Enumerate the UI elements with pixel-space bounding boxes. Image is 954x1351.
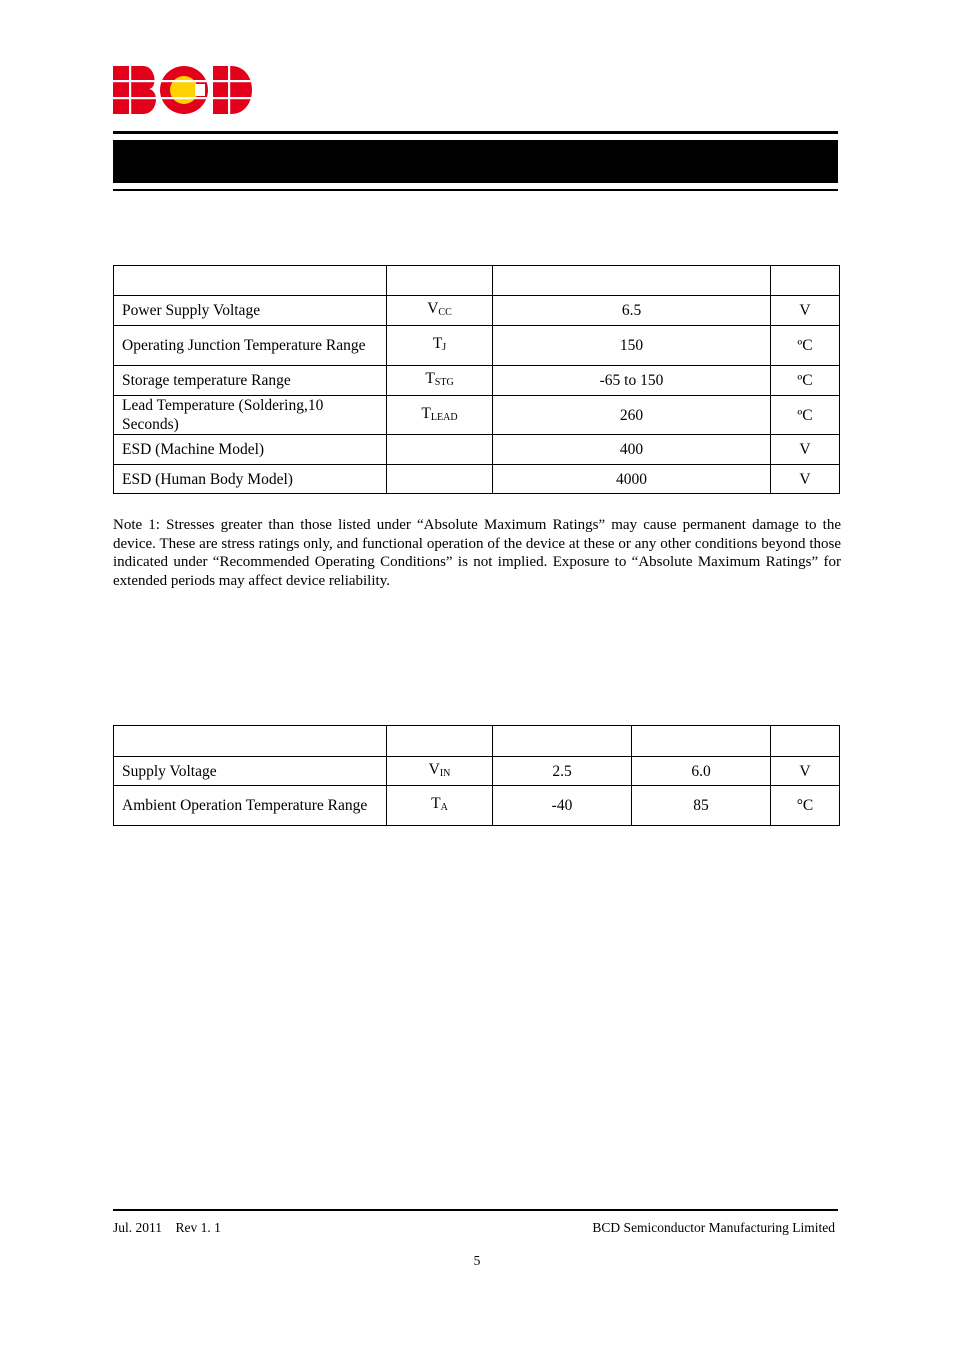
parameter-cell: Ambient Operation Temperature Range bbox=[114, 786, 387, 826]
value-cell: 4000 bbox=[493, 465, 771, 494]
symbol-cell bbox=[387, 366, 493, 396]
symbol-subscript: STG bbox=[434, 377, 454, 388]
unit-cell: V bbox=[771, 435, 840, 465]
unit-cell: V bbox=[771, 465, 840, 494]
symbol-subscript: J bbox=[442, 342, 447, 353]
unit-cell: ºC bbox=[771, 326, 840, 366]
parameter-cell: Storage temperature Range bbox=[114, 366, 387, 396]
parameter-cell: Operating Junction Temperature Range bbox=[114, 326, 387, 366]
recommended-operating-conditions-table bbox=[113, 725, 840, 826]
symbol-cell bbox=[387, 326, 493, 366]
symbol-main: T bbox=[432, 335, 443, 352]
unit-cell: ºC bbox=[771, 366, 840, 396]
max-cell: 6.0 bbox=[632, 757, 771, 786]
header-cell bbox=[493, 726, 632, 757]
table-row bbox=[114, 296, 840, 326]
stress-note: Note 1: Stresses greater than those listed under “Absolute Maximum Ratings” may cause permanent damage to the device. These are stress ratings only, and functional operation of the device at these or any other conditions beyond those indicated under “Recommended Operating Conditions” is not implied. Exposure to “Absolute Maximum Ratings” for extended periods may affect device reliability. bbox=[113, 517, 841, 589]
page-number: 5 bbox=[473, 1253, 481, 1268]
value-cell: -65 to 150 bbox=[493, 366, 771, 396]
parameter-cell: ESD (Machine Model) bbox=[114, 435, 387, 465]
min-cell: 2.5 bbox=[493, 757, 632, 786]
symbol-cell bbox=[387, 465, 493, 494]
parameter-cell: Power Supply Voltage bbox=[114, 296, 387, 326]
logo-letter-d bbox=[213, 66, 252, 114]
header-cell bbox=[114, 266, 387, 296]
header-rule-bottom bbox=[113, 189, 838, 191]
header-cell bbox=[387, 726, 493, 757]
parameter-cell: ESD (Human Body Model) bbox=[114, 465, 387, 494]
parameter-cell: Supply Voltage bbox=[114, 757, 387, 786]
header-cell bbox=[771, 266, 840, 296]
table-row bbox=[114, 757, 840, 786]
table-row bbox=[114, 326, 840, 366]
bcd-logo bbox=[113, 66, 255, 114]
absolute-max-ratings-table bbox=[113, 265, 840, 494]
value-cell: 6.5 bbox=[493, 296, 771, 326]
unit-cell: ºC bbox=[771, 396, 840, 435]
symbol-cell bbox=[387, 435, 493, 465]
symbol-cell bbox=[387, 396, 493, 435]
parameter-cell: Lead Temperature (Soldering,10 Seconds) bbox=[114, 396, 387, 435]
footer-rev: Rev 1. 1 bbox=[175, 1220, 221, 1235]
header-cell bbox=[493, 266, 771, 296]
symbol-subscript: A bbox=[440, 802, 448, 813]
symbol-cell bbox=[387, 296, 493, 326]
table-row bbox=[114, 435, 840, 465]
unit-cell: °C bbox=[771, 786, 840, 826]
max-cell: 85 bbox=[632, 786, 771, 826]
value-cell: 150 bbox=[493, 326, 771, 366]
footer-rule bbox=[113, 1209, 838, 1211]
table-row bbox=[114, 366, 840, 396]
unit-cell: V bbox=[771, 296, 840, 326]
symbol-subscript: CC bbox=[438, 307, 452, 318]
table-row bbox=[114, 396, 840, 435]
footer-date: Jul. 2011 bbox=[113, 1220, 163, 1235]
unit-cell: V bbox=[771, 757, 840, 786]
header-bar bbox=[113, 140, 838, 183]
symbol-main: T bbox=[421, 404, 431, 422]
symbol-main: T bbox=[425, 370, 435, 387]
logo-letter-b bbox=[113, 66, 156, 114]
symbol-main: T bbox=[431, 795, 441, 812]
symbol-cell bbox=[387, 786, 493, 826]
min-cell: -40 bbox=[493, 786, 632, 826]
table-row bbox=[114, 465, 840, 494]
header-rule-top bbox=[113, 131, 838, 134]
header-cell bbox=[632, 726, 771, 757]
table-header-row bbox=[114, 726, 840, 757]
value-cell: 400 bbox=[493, 435, 771, 465]
value-cell: 260 bbox=[493, 396, 771, 435]
symbol-cell bbox=[387, 757, 493, 786]
symbol-subscript: IN bbox=[439, 767, 451, 779]
header-cell bbox=[771, 726, 840, 757]
symbol-main: V bbox=[427, 300, 439, 317]
symbol-subscript: LEAD bbox=[430, 411, 458, 423]
footer-company: BCD Semiconductor Manufacturing Limited bbox=[592, 1220, 835, 1235]
symbol-main: V bbox=[428, 760, 440, 778]
footer-date-rev bbox=[113, 1220, 221, 1236]
table-header-row bbox=[114, 266, 840, 296]
header-cell bbox=[114, 726, 387, 757]
table-row bbox=[114, 786, 840, 826]
header-cell bbox=[387, 266, 493, 296]
